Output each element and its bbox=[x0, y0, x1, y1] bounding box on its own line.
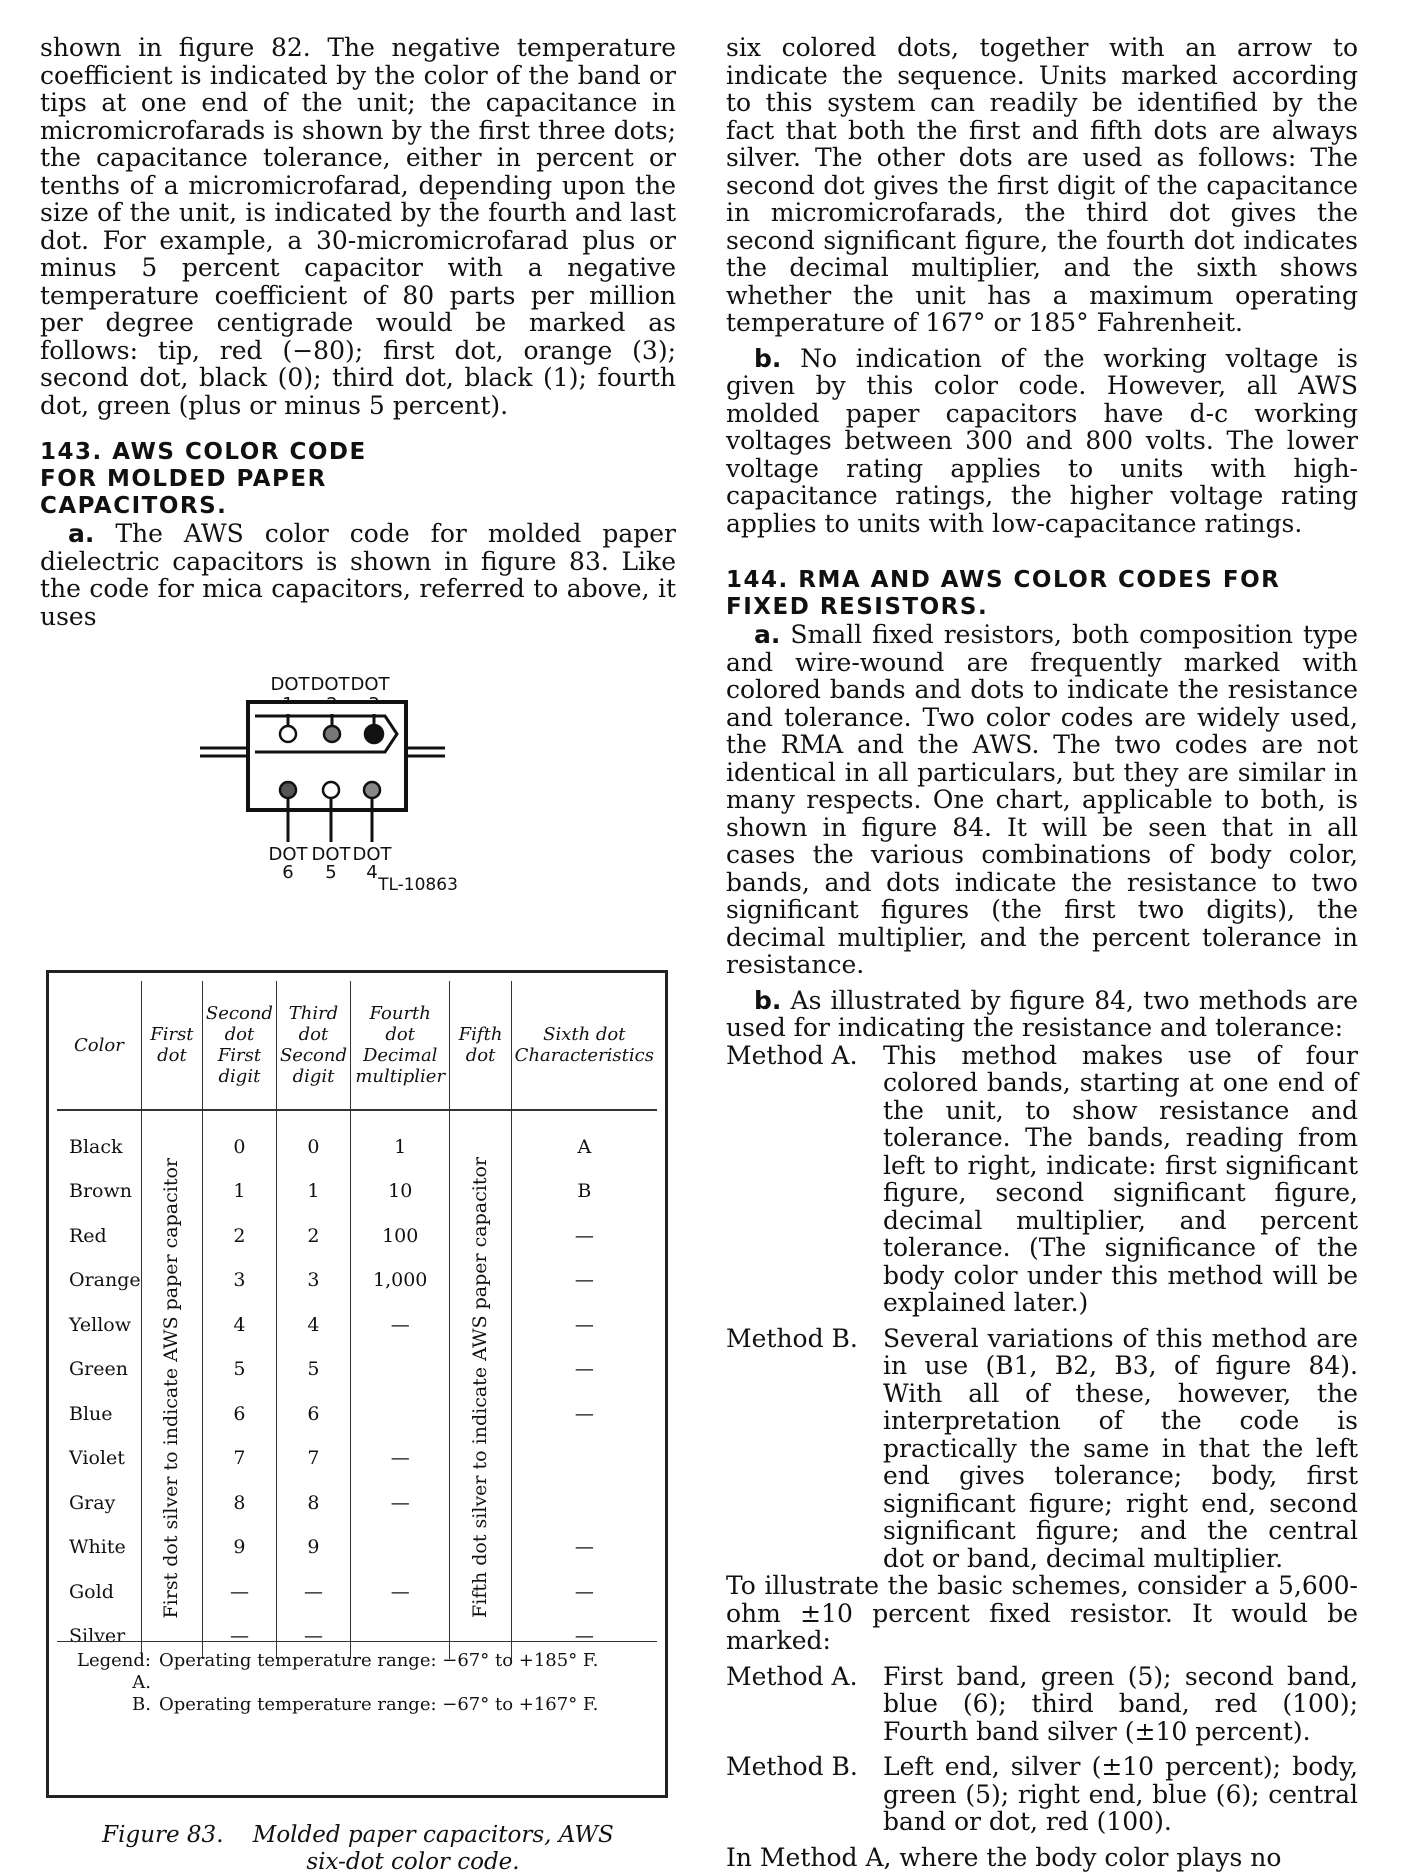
paragraph-text: No indication of the working voltage is given by this color code. However, all AWS molded paper capacitors have d-c working voltages between 300 and 800 volts. The lower voltage rating applies to units with high-capacitance ratings, the higher voltage rating applies to units with low-capacitance ratings. bbox=[726, 343, 1359, 538]
cell-color: Gray bbox=[69, 1491, 116, 1514]
cell-sixth: — bbox=[511, 1303, 657, 1348]
cell-sixth bbox=[511, 1481, 657, 1526]
section-144-title: 144. RMA AND AWS COLOR CODES FOR FIXED RESISTORS. bbox=[726, 567, 1281, 620]
cell-color: Blue bbox=[69, 1402, 113, 1425]
cell-sixth: — bbox=[511, 1615, 657, 1660]
cell-color: Violet bbox=[69, 1447, 125, 1469]
cell-fourth bbox=[350, 1526, 449, 1571]
table-row bbox=[57, 1110, 657, 1170]
cell-sixth: — bbox=[511, 1214, 657, 1259]
capacitor-drawing bbox=[40, 630, 676, 960]
cell-sixth: B bbox=[511, 1170, 657, 1215]
dot-1-label: DOT bbox=[270, 674, 310, 695]
dot-3 bbox=[365, 725, 383, 743]
illustrate-paragraph: To illustrate the basic schemes, consider a 5,600-ohm ±10 percent fixed resistor. It would be marked: bbox=[726, 1571, 1358, 1655]
capacitor-diagram bbox=[40, 630, 676, 970]
cell-fourth: 10 bbox=[350, 1170, 449, 1215]
header-third-dot: Third dot Second digit bbox=[276, 981, 350, 1110]
cell-second: — bbox=[202, 1615, 276, 1660]
example-b-text: Left end, silver (±10 percent); body, green (5); right end, blue (6); central band or dot, red (100). bbox=[883, 1752, 1358, 1836]
cell-second: 7 bbox=[202, 1437, 276, 1482]
dot-5-number: 5 bbox=[325, 862, 337, 883]
figure-number: Figure 83. bbox=[102, 1822, 224, 1848]
legend-label: Legend: A. bbox=[77, 1650, 151, 1693]
cell-fourth: — bbox=[350, 1303, 449, 1348]
left-paragraph-1: shown in figure 82. The negative temperature coefficient is indicated by the color of the band or tips at one end of the unit; the capacitance in micromicrofarads is shown by the first three dots; the capacitance tolerance, either in percent or tenths of a micromicrofarad, depending upon the size of the unit, is indicated by the fourth and last dot. For example, a 30-micromicrofarad plus or minus 5 percent capacitor with a negative temperature coefficient of 80 parts per million per degree centigrade would be marked as follows: tip, red (−80); first dot, orange (3); second dot, black (0); third dot, black (1); fourth dot, green (plus or minus 5 percent). bbox=[40, 33, 676, 420]
cell-sixth: — bbox=[511, 1570, 657, 1615]
dot-3-label: DOT bbox=[350, 674, 390, 695]
cell-color: Brown bbox=[69, 1180, 132, 1202]
color-code-table-box bbox=[46, 970, 668, 1798]
cell-second: — bbox=[202, 1570, 276, 1615]
cell-third: 9 bbox=[276, 1526, 350, 1571]
paragraph-text: As illustrated by figure 84, two methods are used for indicating the resistance and tolerance: bbox=[726, 985, 1358, 1042]
cell-third: 4 bbox=[276, 1303, 350, 1348]
paragraph-144a bbox=[726, 621, 1358, 979]
cell-sixth: — bbox=[511, 1259, 657, 1304]
cell-fourth: 100 bbox=[350, 1214, 449, 1259]
cell-fourth: — bbox=[350, 1481, 449, 1526]
cell-third: 2 bbox=[276, 1214, 350, 1259]
cell-color: Yellow bbox=[69, 1313, 131, 1336]
fifth-dot-note: Fifth dot silver to indicate AWS paper capacitor bbox=[468, 1157, 491, 1619]
cell-third: 6 bbox=[276, 1392, 350, 1437]
cell-third: 0 bbox=[276, 1110, 350, 1170]
cell-color: Gold bbox=[69, 1580, 114, 1603]
cell-color: White bbox=[69, 1536, 126, 1558]
method-b-text: Several variations of this method are in use (B1, B2, B3, of figure 84). With all of these, however, the interpretation of the code is practically the same in that the left end gives tolerance; body, first significant figure; right end, second significant figure; and the central dot or band, decimal multiplier. bbox=[883, 1323, 1358, 1573]
cell-third: — bbox=[276, 1615, 350, 1660]
cell-second: 2 bbox=[202, 1214, 276, 1259]
paragraph-label: a. bbox=[68, 519, 95, 548]
dot-1 bbox=[280, 726, 296, 742]
dot-6-label: DOT bbox=[268, 844, 308, 865]
cell-color: Red bbox=[69, 1224, 107, 1247]
cell-third: 7 bbox=[276, 1437, 350, 1482]
cell-fourth bbox=[350, 1348, 449, 1393]
paragraph-text: The AWS color code for molded paper dielectric capacitors is shown in figure 83. Like the code for mica capacitors, referred to above, it uses bbox=[40, 519, 677, 631]
figure-caption bbox=[40, 1822, 676, 1876]
legend-b: Operating temperature range: −67° to +167° F. bbox=[159, 1694, 599, 1715]
cell-third: 5 bbox=[276, 1348, 350, 1393]
paragraph-143a bbox=[40, 520, 676, 630]
header-color: Color bbox=[57, 981, 141, 1110]
legend-a: Operating temperature range: −67° to +185° F. bbox=[159, 1650, 599, 1671]
dot-6-number: 6 bbox=[282, 862, 294, 883]
example-a-text: First band, green (5); second band, blue (6); third band, red (100); Fourth band silver (±10 percent). bbox=[883, 1661, 1358, 1746]
example-method-b bbox=[726, 1753, 1358, 1836]
cell-second: 1 bbox=[202, 1170, 276, 1215]
cell-fourth: 1 bbox=[350, 1110, 449, 1170]
example-method-a bbox=[726, 1663, 1358, 1746]
section-143-title: 143. AWS COLOR CODE FOR MOLDED PAPER CAPACITORS. bbox=[40, 439, 367, 519]
method-b-description bbox=[726, 1325, 1358, 1573]
header-fifth-dot: Fifth dot bbox=[450, 981, 511, 1110]
right-paragraph-1: six colored dots, together with an arrow to indicate the sequence. Units marked according to this system can readily be identified by the fact that both the first and fifth dots are always silver. The other dots are used as follows: The second dot gives the first digit of the capacitance in micromicrofarads, the third dot gives the second significant figure, the fourth dot indicates the decimal multiplier, and the sixth shows whether the unit has a maximum operating temperature of 167° or 185° Fahrenheit. bbox=[726, 33, 1358, 337]
cell-fourth: — bbox=[350, 1437, 449, 1482]
paragraph-143b bbox=[726, 345, 1358, 538]
cell-second: 3 bbox=[202, 1259, 276, 1304]
cell-third: 3 bbox=[276, 1259, 350, 1304]
cell-sixth: — bbox=[511, 1348, 657, 1393]
paragraph-144b bbox=[726, 987, 1358, 1042]
paragraph-label: a. bbox=[754, 620, 781, 649]
dot-6 bbox=[280, 782, 296, 798]
dot-4 bbox=[364, 782, 380, 798]
last-line: In Method A, where the body color plays no bbox=[726, 1842, 1282, 1872]
cell-second: 8 bbox=[202, 1481, 276, 1526]
cell-fourth: — bbox=[350, 1570, 449, 1615]
cell-fourth: 1,000 bbox=[350, 1259, 449, 1304]
paragraph-text: Small fixed resistors, both composition type and wire-wound are frequently marked with colored bands and dots to indicate the resistance and tolerance. Two color codes are widely used, the RMA and the AWS. The two codes are not identical in all particulars, but they are similar in many respects. One chart, applicable to both, is shown in figure 84. It will be seen that in all cases the various combinations of body color, bands, and dots indicate the resistance to two significant figures (the first two digits), the decimal multiplier, and the percent tolerance in resistance. bbox=[726, 620, 1358, 979]
method-a-text: This method makes use of four colored bands, starting at one end of the unit, to show resistance and tolerance. The bands, reading from left to right, indicate: first significant figure, second significant figure, decimal multiplier, and percent tolerance. (The significance of the body color under this method will be explained later.) bbox=[883, 1040, 1358, 1317]
method-a-description bbox=[726, 1042, 1358, 1317]
method-b-name: Method B. bbox=[726, 1323, 858, 1353]
cell-color: Silver bbox=[69, 1625, 126, 1647]
dot-5-label: DOT bbox=[311, 844, 351, 865]
paragraph-label: b. bbox=[754, 343, 782, 373]
cell-third: 8 bbox=[276, 1481, 350, 1526]
cell-color: Green bbox=[69, 1358, 128, 1380]
cell-sixth: — bbox=[511, 1392, 657, 1437]
paragraph-label: b. bbox=[754, 985, 782, 1015]
example-b-name: Method B. bbox=[726, 1752, 858, 1781]
legend-b-key: B. bbox=[132, 1694, 151, 1715]
caption-line-2: six-dot color code. bbox=[306, 1849, 520, 1875]
caption-line-1: Molded paper capacitors, AWS bbox=[252, 1822, 614, 1848]
header-sixth-dot: Sixth dot Characteristics bbox=[511, 981, 657, 1110]
cell-color: Orange bbox=[69, 1269, 141, 1291]
example-a-name: Method A. bbox=[726, 1661, 858, 1691]
right-column bbox=[726, 34, 1358, 1871]
dot-5 bbox=[323, 782, 339, 798]
cell-second: 0 bbox=[202, 1110, 276, 1170]
dot-4-number: 4 bbox=[366, 862, 378, 883]
dot-2 bbox=[324, 726, 340, 742]
cell-fourth bbox=[350, 1392, 449, 1437]
first-dot-note-cell bbox=[141, 1110, 202, 1659]
cell-sixth: A bbox=[511, 1110, 657, 1170]
dot-4-label: DOT bbox=[352, 844, 392, 865]
cell-color: Black bbox=[69, 1135, 123, 1158]
figure-reference: TL-10863 bbox=[378, 875, 458, 895]
table-body bbox=[57, 1110, 657, 1659]
header-fourth-dot: Fourth dot Decimal multiplier bbox=[350, 981, 449, 1110]
cell-second: 6 bbox=[202, 1392, 276, 1437]
cell-second: 9 bbox=[202, 1526, 276, 1571]
dot-2-label: DOT bbox=[310, 674, 350, 695]
cell-sixth: — bbox=[511, 1526, 657, 1571]
method-a-name: Method A. bbox=[726, 1040, 858, 1070]
cell-third: — bbox=[276, 1570, 350, 1615]
header-first-dot: First dot bbox=[141, 981, 202, 1110]
cell-second: 5 bbox=[202, 1348, 276, 1393]
left-column bbox=[40, 34, 676, 1876]
cell-third: 1 bbox=[276, 1170, 350, 1215]
cell-second: 4 bbox=[202, 1303, 276, 1348]
header-second-dot: Second dot First digit bbox=[202, 981, 276, 1110]
cell-sixth bbox=[511, 1437, 657, 1482]
table-legend bbox=[57, 1641, 657, 1716]
fifth-dot-note-cell bbox=[450, 1110, 511, 1659]
first-dot-note: First dot silver to indicate AWS paper capacitor bbox=[160, 1157, 183, 1618]
color-code-table bbox=[57, 981, 657, 1659]
